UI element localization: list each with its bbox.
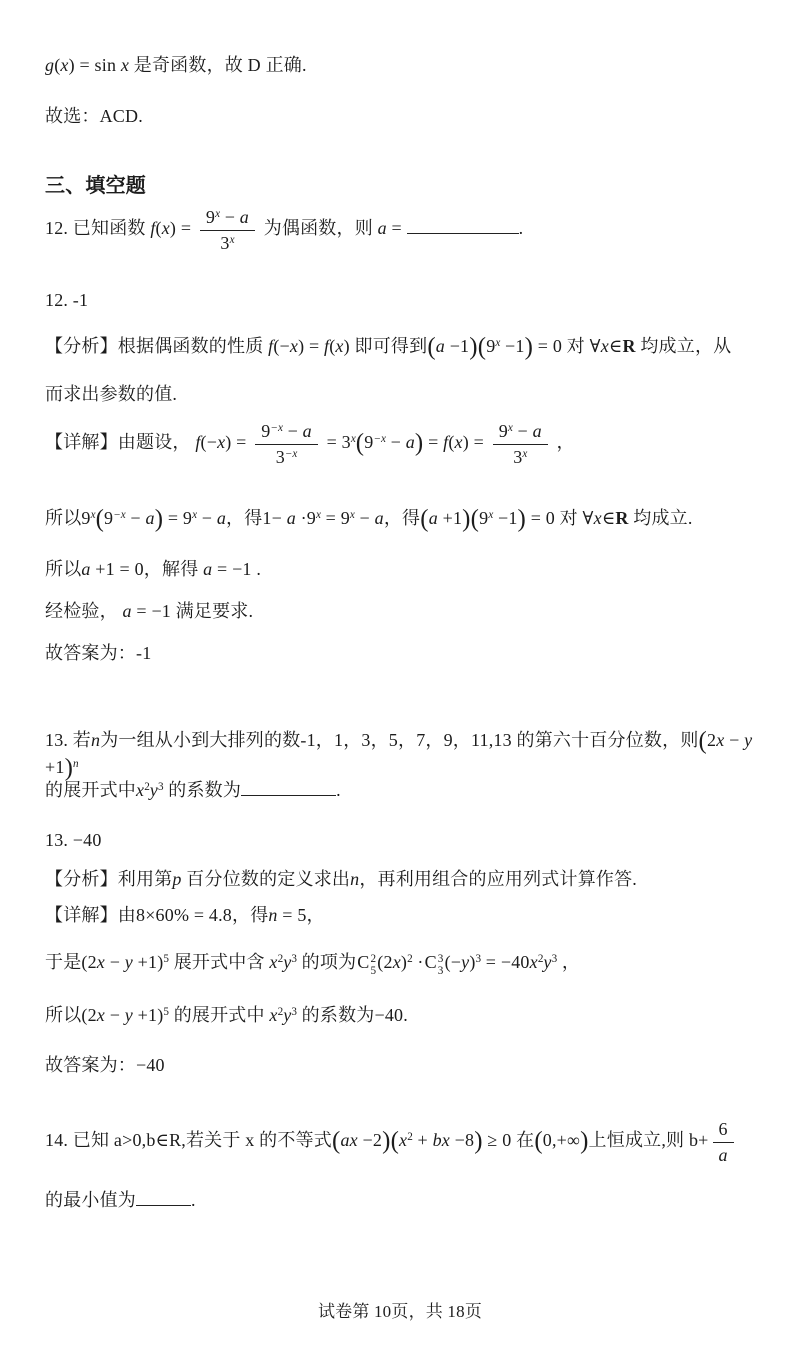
text-run: 故答案为：−40 [45, 1055, 165, 1075]
math-variable: x [120, 55, 130, 75]
text-run: ，得 [383, 508, 421, 528]
text-run: ) = [169, 218, 196, 239]
superscript: x [495, 336, 501, 349]
math-variable: x [593, 508, 602, 528]
math-variable: x [96, 1005, 105, 1025]
text-run: 上恒成立,则 b+ [588, 1130, 709, 1151]
big-paren: ) [154, 505, 164, 533]
big-paren: ) [580, 1127, 589, 1155]
text-run: −2 [357, 1130, 383, 1151]
text-run: ∈ [608, 336, 623, 356]
text-run: ( [54, 55, 61, 75]
superscript: x [350, 433, 356, 445]
superscript: 3 [551, 952, 558, 965]
text-run: 【分析】利用第 [45, 869, 173, 889]
question-12 [45, 206, 778, 254]
text-run: 9 [104, 508, 114, 528]
superscript: 3 [157, 780, 164, 793]
text-run: (− [444, 952, 462, 972]
math-variable: n [350, 869, 360, 889]
combination-base: C [357, 952, 370, 972]
answer-blank [136, 1187, 191, 1206]
big-paren: ( [470, 505, 480, 533]
big-paren: ( [331, 1127, 341, 1155]
superscript: 3 [475, 952, 482, 965]
superscript: 2 [407, 1131, 413, 1143]
text-run: 9 [479, 508, 489, 528]
text-run: = −40 [481, 952, 530, 972]
text-run: ，得1− [226, 508, 287, 528]
text-run: 所以 [45, 559, 82, 579]
text-run: − [125, 508, 146, 528]
math-variable: a [718, 1144, 728, 1165]
math-variable: a [377, 218, 387, 239]
text-run: 【详解】由题设， [45, 432, 196, 453]
superscript: n [73, 758, 79, 771]
fraction-numerator [713, 1118, 734, 1143]
text-run: 12. 已知函数 [45, 218, 151, 239]
math-variable: f [324, 336, 330, 356]
bold-symbol: R [622, 336, 636, 356]
answer-12 [45, 287, 778, 313]
text-run: −1 [500, 336, 525, 356]
superscript: 2 [144, 780, 150, 793]
text-run: ≥ 0 在 [482, 1130, 535, 1151]
big-paren: ( [390, 1127, 400, 1155]
fraction-denominator [200, 231, 255, 255]
solution-11-answer [45, 103, 778, 129]
math-variable: f [443, 432, 449, 453]
fraction-denominator [493, 445, 548, 469]
math-variable: x [289, 336, 299, 356]
text-run: 9 [364, 432, 374, 453]
math-variable: a [122, 601, 132, 621]
text-run: · [412, 952, 424, 972]
text-run: +1 [437, 508, 463, 528]
text-run: 均成立，从 [635, 336, 732, 356]
answer-statement-13 [45, 1052, 778, 1078]
answer-13 [45, 827, 778, 853]
detail-13-line1 [45, 902, 778, 928]
text-run: 经检验， [45, 601, 123, 621]
superscript: 2 [537, 952, 544, 965]
math-variable: y [543, 952, 552, 972]
math-variable: a [203, 559, 213, 579]
text-run: = 5， [277, 905, 325, 925]
text-run: − [197, 508, 217, 528]
analysis-12-line2 [45, 381, 778, 407]
math-variable: a [532, 421, 542, 441]
text-run: 均成立. [628, 508, 693, 528]
math-variable: x [392, 952, 401, 972]
text-run: = 9 [163, 508, 193, 528]
text-run: 的项为 [296, 952, 357, 972]
question-13-line2 [45, 777, 778, 803]
math-variable: x [96, 952, 105, 972]
big-paren: ) [414, 429, 424, 457]
text-run: (− [200, 432, 218, 453]
text-run: 13. 若 [45, 730, 91, 750]
detail-12-line3 [45, 556, 778, 582]
combination-superscript: 3 [437, 952, 444, 965]
superscript: 2 [407, 952, 413, 965]
big-paren: ) [474, 1127, 483, 1155]
math-variable: x [454, 432, 463, 453]
math-variable: a [81, 559, 91, 579]
big-paren: ( [698, 727, 707, 755]
superscript: 5 [163, 952, 169, 965]
text-run: (− [273, 336, 290, 356]
text-run: − [105, 952, 125, 972]
combination-base: C [424, 952, 437, 972]
text-run: . [518, 218, 524, 239]
text-run: = 0 对 ∀ [526, 508, 594, 528]
text-run: 所以(2 [45, 1005, 97, 1025]
text-run: = 0 对 ∀ [533, 336, 601, 356]
text-run: = −1 . [212, 559, 262, 579]
math-variable: n [268, 905, 278, 925]
text-run: 【分析】根据偶函数的性质 [45, 336, 269, 356]
text-run: . [336, 780, 341, 800]
fraction [493, 420, 548, 468]
text-run: − [724, 730, 745, 750]
question-14-line2 [45, 1187, 778, 1213]
text-run: 的系数为−40. [296, 1005, 408, 1025]
text-run: − [220, 207, 240, 227]
math-variable: y [149, 780, 158, 800]
superscript: 2 [277, 952, 284, 965]
superscript: 2 [277, 1005, 284, 1018]
text-run: = 3 [321, 432, 351, 453]
text-run: ) [400, 952, 408, 972]
math-variable: x [529, 952, 538, 972]
bold-symbol: R [615, 508, 629, 528]
text-run: 三、填空题 [45, 175, 146, 197]
text-run: 12. -1 [45, 290, 89, 310]
fraction-denominator [255, 445, 318, 469]
math-variable: a [302, 421, 312, 441]
text-run: ·9 [295, 508, 316, 528]
page-footer [0, 1300, 800, 1325]
math-variable: x [136, 780, 145, 800]
superscript: x [215, 207, 221, 220]
superscript: x [349, 508, 355, 521]
big-paren: ) [517, 505, 526, 533]
text-run: +1) [132, 1005, 164, 1025]
big-paren: ( [477, 333, 487, 361]
fraction-numerator [255, 420, 318, 445]
text-run: ) = [225, 432, 252, 453]
big-paren: ( [534, 1127, 543, 1155]
text-run: 14. 已知 a>0,b∈R,若关于 x 的不等式 [45, 1130, 332, 1151]
text-run: − [105, 1005, 125, 1025]
superscript: x [488, 508, 494, 521]
big-paren: ) [524, 333, 534, 361]
text-run: ∈ [601, 508, 616, 528]
math-variable: x [269, 952, 278, 972]
text-run: ( [329, 336, 336, 356]
text-run: + [412, 1130, 433, 1151]
big-paren: ( [95, 505, 105, 533]
combination-symbol [425, 949, 444, 977]
question-13-line1 [45, 727, 778, 782]
math-variable: x [161, 218, 170, 239]
math-variable: x [335, 336, 344, 356]
superscript: x [229, 233, 235, 246]
text-run: = [423, 432, 444, 453]
text-run: ) [469, 952, 476, 972]
text-run: ) = [298, 336, 325, 356]
math-variable: n [91, 730, 101, 750]
text-run: − [282, 421, 303, 441]
question-14-line1 [45, 1118, 778, 1166]
big-paren: ) [462, 505, 471, 533]
text-run: = −1 满足要求. [131, 601, 254, 621]
big-paren: ) [382, 1127, 391, 1155]
superscript: −x [113, 508, 126, 521]
text-run: 的系数为 [163, 780, 242, 800]
math-variable: y [744, 730, 753, 750]
text-run: 0,+∞ [542, 1130, 581, 1151]
superscript: 5 [163, 1005, 169, 1018]
text-run: ， [557, 952, 581, 972]
analysis-13 [45, 866, 778, 892]
detail-13-line3 [45, 1002, 778, 1028]
text-run: ，再利用组合的应用列式计算作答. [359, 869, 638, 889]
text-run: 所以9 [45, 508, 91, 528]
math-variable: y [283, 1005, 292, 1025]
detail-13-line2 [45, 949, 778, 977]
text-run: 的最小值为 [45, 1190, 136, 1210]
math-variable: a [286, 508, 296, 528]
combination-subscript: 5 [370, 964, 377, 977]
math-variable: p [172, 869, 182, 889]
math-variable: f [195, 432, 201, 453]
math-variable: y [283, 952, 292, 972]
text-run: (2 [377, 952, 393, 972]
math-variable: a [239, 207, 249, 227]
text-run: 百分位数的定义求出 [181, 869, 351, 889]
math-variable: x [600, 336, 609, 356]
superscript: x [192, 508, 198, 521]
math-variable: a [405, 432, 415, 453]
math-variable: x [60, 55, 69, 75]
fraction [713, 1118, 734, 1166]
superscript: x [316, 508, 321, 521]
text-run: 6 [718, 1119, 728, 1139]
math-variable: x [399, 1130, 408, 1151]
text-run: 于是(2 [45, 952, 97, 972]
fraction-numerator [493, 420, 548, 445]
text-run: 【详解】由8×60% = 4.8，得 [45, 905, 269, 925]
analysis-12-line1 [45, 333, 778, 360]
text-run: 3 [513, 446, 523, 467]
text-run: −8 [449, 1130, 475, 1151]
text-run: . [191, 1190, 196, 1210]
big-paren: ( [427, 333, 436, 361]
text-run: 13. −40 [45, 830, 102, 850]
text-run: 试卷第 10页，共 18页 [317, 1302, 483, 1321]
combination-superscript: 2 [370, 952, 377, 965]
math-variable: a [145, 508, 155, 528]
math-variable: g [45, 55, 55, 75]
answer-blank [407, 215, 519, 234]
fraction-denominator [713, 1143, 734, 1167]
big-paren: ) [469, 333, 478, 361]
math-variable: a [216, 508, 227, 528]
answer-statement-12 [45, 640, 778, 666]
text-run: 3 [275, 446, 285, 467]
text-run: 展开式中含 [169, 952, 270, 972]
superscript: −x [284, 447, 298, 460]
superscript: 3 [291, 952, 297, 965]
combination-symbol [357, 949, 376, 977]
text-run: 故答案为：-1 [45, 643, 152, 663]
text-run: 为偶函数，则 [259, 218, 378, 239]
detail-12-line1 [45, 420, 778, 468]
text-run: ) = [462, 432, 489, 453]
superscript: x [522, 447, 528, 460]
text-run: 2 [707, 730, 717, 750]
text-run: 3 [220, 232, 230, 253]
answer-blank [241, 777, 336, 796]
section-heading-fill-in [45, 172, 778, 201]
detail-12-line2 [45, 505, 778, 532]
math-variable: ax [340, 1130, 358, 1151]
superscript: 3 [291, 1005, 297, 1018]
math-variable: y [124, 1005, 133, 1025]
text-run: 而求出参数的值. [45, 384, 178, 404]
fraction [200, 206, 255, 254]
text-run: +1 [45, 757, 65, 778]
superscript: −x [373, 433, 386, 445]
solution-11-line [45, 52, 778, 78]
text-run: 的展开式中 [169, 1005, 270, 1025]
superscript: −x [270, 421, 283, 434]
superscript: x [90, 508, 96, 521]
math-variable: bx [432, 1130, 450, 1151]
text-run: ， [551, 432, 575, 453]
superscript: x [507, 421, 513, 434]
text-run: = 9 [320, 508, 350, 528]
math-variable: y [461, 952, 470, 972]
fraction-numerator [200, 206, 255, 231]
text-run: ( [155, 218, 162, 239]
text-run: 的展开式中 [45, 780, 136, 800]
math-variable: x [716, 730, 725, 750]
text-run: ) = sin [68, 55, 121, 75]
text-run: 9 [205, 207, 216, 227]
text-run: − [354, 508, 375, 528]
math-variable: x [269, 1005, 278, 1025]
text-run: ( [448, 432, 455, 453]
text-run: +1 = 0，解得 [90, 559, 204, 579]
text-run: 9 [486, 336, 496, 356]
math-variable: x [217, 432, 226, 453]
text-run: 9 [498, 421, 508, 441]
math-variable: y [124, 952, 133, 972]
text-run: = [386, 218, 407, 239]
combination-subscript: 3 [437, 964, 444, 977]
math-variable: f [150, 218, 156, 239]
text-run: − [512, 421, 533, 441]
text-run: +1) [132, 952, 164, 972]
text-run: −1 [493, 508, 518, 528]
text-run: ) 即可得到 [343, 336, 428, 356]
math-variable: a [435, 336, 445, 356]
text-run: −1 [445, 336, 470, 356]
math-variable: a [428, 508, 438, 528]
big-paren: ( [420, 505, 429, 533]
text-run: 是奇函数，故 D 正确. [129, 55, 307, 75]
math-variable: f [268, 336, 274, 356]
text-run: − [385, 432, 406, 453]
text-run: 9 [261, 421, 271, 441]
text-run: 故选：ACD. [45, 106, 143, 126]
math-variable: a [374, 508, 384, 528]
detail-12-line4 [45, 598, 778, 624]
text-run: 为一组从小到大排列的数-1，1，3，5，7，9，11,13 的第六十百分位数，则 [100, 730, 699, 750]
big-paren: ( [355, 429, 365, 457]
fraction [255, 420, 318, 468]
big-paren: ) [64, 754, 74, 782]
